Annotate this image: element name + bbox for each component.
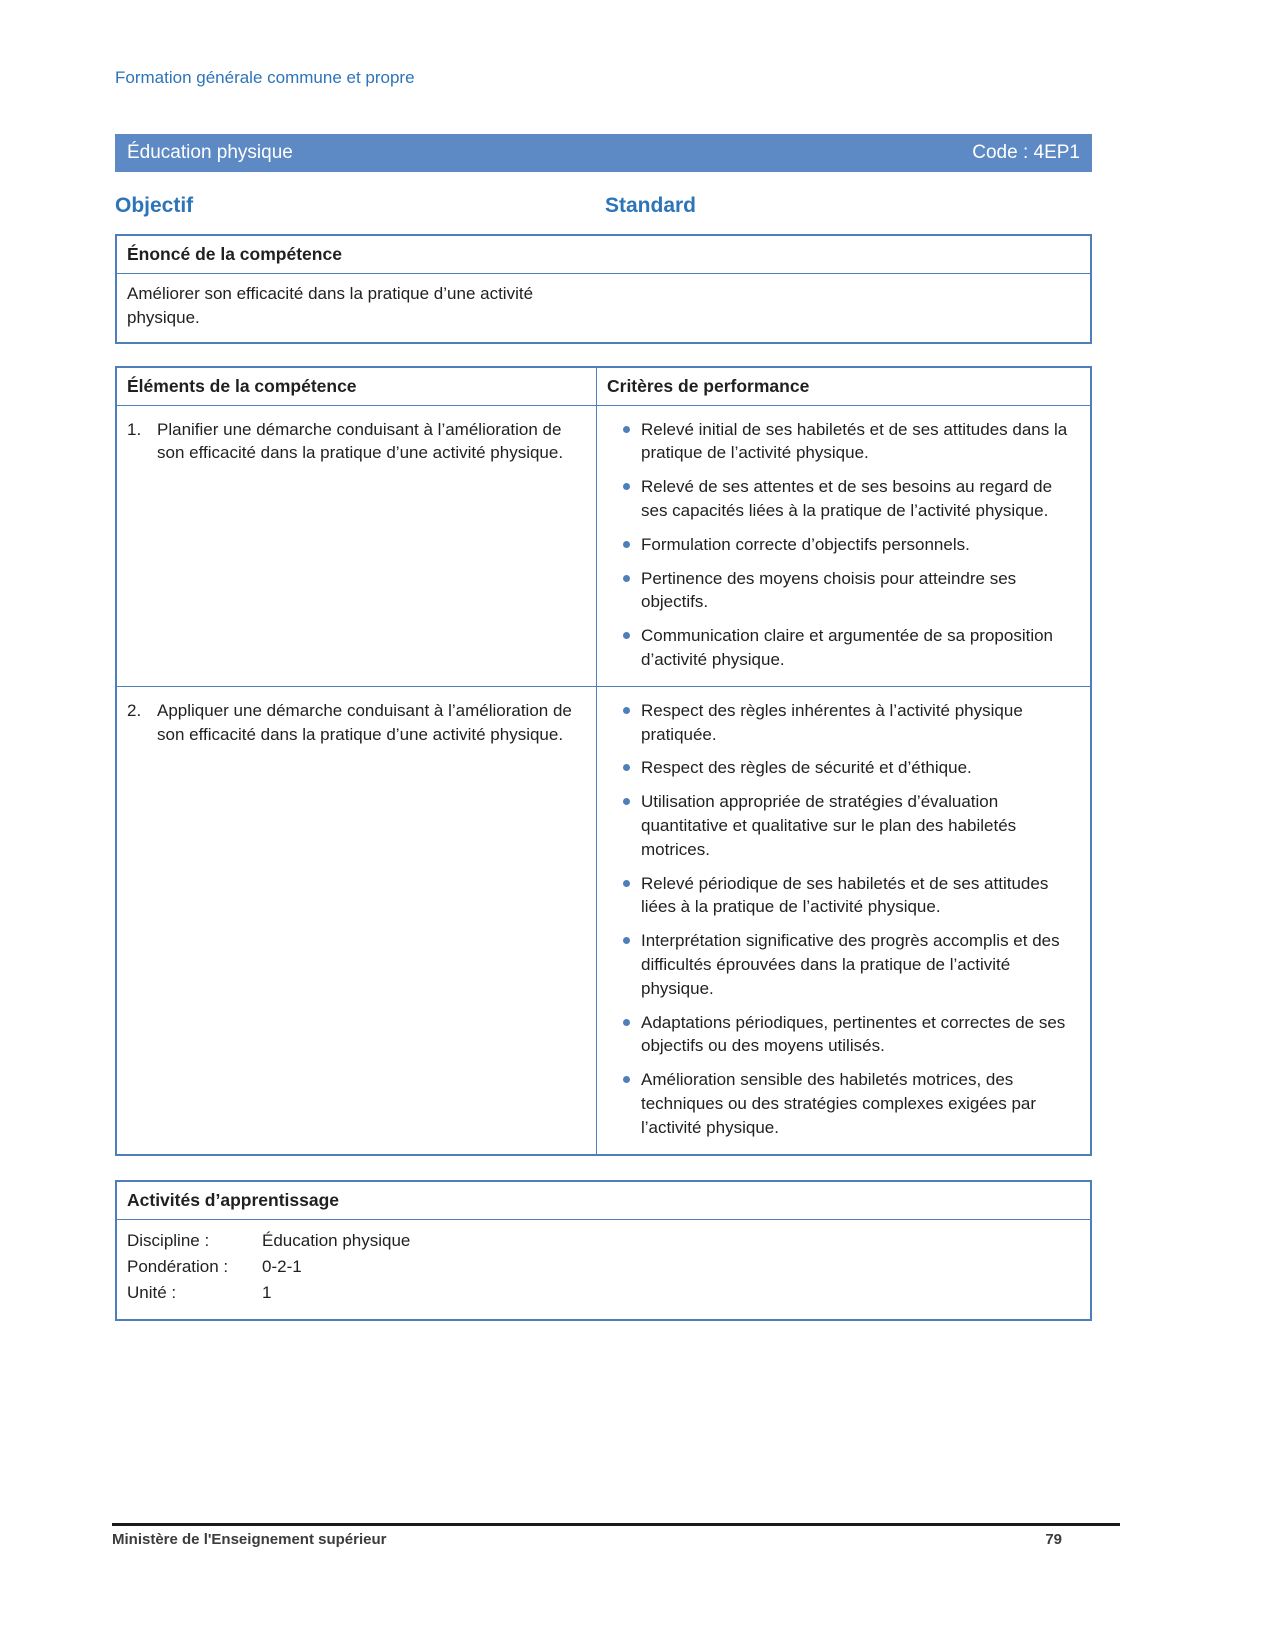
objectif-heading: Objectif xyxy=(115,194,194,217)
field-value: Éducation physique xyxy=(262,1230,411,1250)
element-cell xyxy=(117,686,597,1154)
element-text: Appliquer une démarche conduisant à l’amélioration de son efficacité dans la pratique d’une activité physique. xyxy=(157,700,572,744)
footer-ministry: Ministère de l'Enseignement supérieur xyxy=(112,1531,387,1548)
field-row xyxy=(127,1228,1080,1254)
element-text: Planifier une démarche conduisant à l’amélioration de son efficacité dans la pratique d’une activité physique. xyxy=(157,419,564,463)
bullet-icon xyxy=(611,699,641,747)
criterion-text: Interprétation significative des progrès accomplis et des difficultés éprouvées dans la pratique de l’activité physique. xyxy=(641,931,1060,998)
criterion-item xyxy=(611,418,1076,466)
criterion-text: Respect des règles inhérentes à l’activité physique pratiquée. xyxy=(641,700,1023,744)
table-row xyxy=(117,686,1090,1154)
bullet-icon xyxy=(611,418,641,466)
field-label: Unité : xyxy=(127,1283,177,1303)
criterion-text: Utilisation appropriée de stratégies d’évaluation quantitative et qualitative sur le plan des habiletés motrices. xyxy=(641,792,1017,859)
element-number: 1. xyxy=(127,419,142,439)
enonce-box xyxy=(115,234,1092,344)
table-row xyxy=(117,405,1090,686)
activities-box xyxy=(115,1180,1092,1321)
criterion-item xyxy=(611,1068,1076,1139)
page-content xyxy=(115,0,1092,1321)
bullet-icon xyxy=(611,567,641,615)
criterion-text: Communication claire et argumentée de sa proposition d’activité physique. xyxy=(641,626,1054,669)
criterion-text: Respect des règles de sécurité et d’éthique. xyxy=(641,758,972,778)
criterion-item xyxy=(611,475,1076,523)
activities-header: Activités d’apprentissage xyxy=(117,1182,1090,1220)
table-header-row xyxy=(117,368,1090,405)
bullet-icon xyxy=(611,929,641,1000)
activities-fields xyxy=(117,1220,1090,1319)
field-label: Pondération : xyxy=(127,1256,229,1276)
criterion-item xyxy=(611,699,1076,747)
bullet-icon xyxy=(611,533,641,557)
criterion-text: Adaptations périodiques, pertinentes et correctes de ses objectifs ou des moyens utilisés. xyxy=(641,1012,1066,1056)
bullet-icon xyxy=(611,790,641,861)
criterion-item xyxy=(611,1011,1076,1059)
enonce-body: Améliorer son efficacité dans la pratique d’une activité physique. xyxy=(127,284,534,327)
criteria-cell xyxy=(597,405,1090,686)
criteria-list xyxy=(597,687,1090,1154)
course-title-bar xyxy=(115,134,1092,172)
enonce-header: Énoncé de la compétence xyxy=(117,236,1090,274)
page-number: 79 xyxy=(1045,1531,1062,1548)
field-value: 1 xyxy=(262,1283,272,1303)
criterion-text: Amélioration sensible des habiletés motrices, des techniques ou des stratégies complexes exigées par l’activité physique. xyxy=(641,1070,1037,1137)
course-code: Code : 4EP1 xyxy=(972,142,1080,163)
criterion-item xyxy=(611,567,1076,615)
elements-header: Éléments de la compétence xyxy=(117,368,597,405)
competence-table xyxy=(115,366,1092,1156)
field-value: 0-2-1 xyxy=(262,1256,302,1276)
field-row xyxy=(127,1280,1080,1306)
standard-heading: Standard xyxy=(605,194,697,217)
criteria-list xyxy=(597,406,1090,686)
criterion-text: Relevé de ses attentes et de ses besoins au regard de ses capacités liées à la pratique de l’activité physique. xyxy=(641,477,1053,520)
criterion-item xyxy=(611,533,1076,557)
criteres-header: Critères de performance xyxy=(607,375,810,396)
criterion-item xyxy=(611,929,1076,1000)
page-footer xyxy=(112,1523,1120,1548)
field-row xyxy=(127,1254,1080,1280)
bullet-icon xyxy=(611,756,641,780)
criterion-text: Relevé périodique de ses habiletés et de ses attitudes liées à la pratique de l’activité physique. xyxy=(641,873,1049,917)
element-number: 2. xyxy=(127,700,142,720)
bullet-icon xyxy=(611,475,641,523)
criterion-item xyxy=(611,624,1076,672)
criterion-text: Pertinence des moyens choisis pour atteindre ses objectifs. xyxy=(641,568,1017,612)
section-headings xyxy=(115,194,1092,218)
criterion-text: Formulation correcte d’objectifs personnels. xyxy=(641,534,970,554)
criterion-item xyxy=(611,872,1076,920)
field-label: Discipline : xyxy=(127,1230,210,1250)
breadcrumb: Formation générale commune et propre xyxy=(115,68,415,87)
bullet-icon xyxy=(611,624,641,672)
bullet-icon xyxy=(611,1011,641,1059)
element-cell xyxy=(117,405,597,686)
criterion-text: Relevé initial de ses habiletés et de ses attitudes dans la pratique de l’activité physique. xyxy=(641,419,1068,463)
criterion-item xyxy=(611,790,1076,861)
criteria-cell xyxy=(597,686,1090,1154)
course-title: Éducation physique xyxy=(127,142,293,163)
bullet-icon xyxy=(611,872,641,920)
bullet-icon xyxy=(611,1068,641,1139)
criterion-item xyxy=(611,756,1076,780)
